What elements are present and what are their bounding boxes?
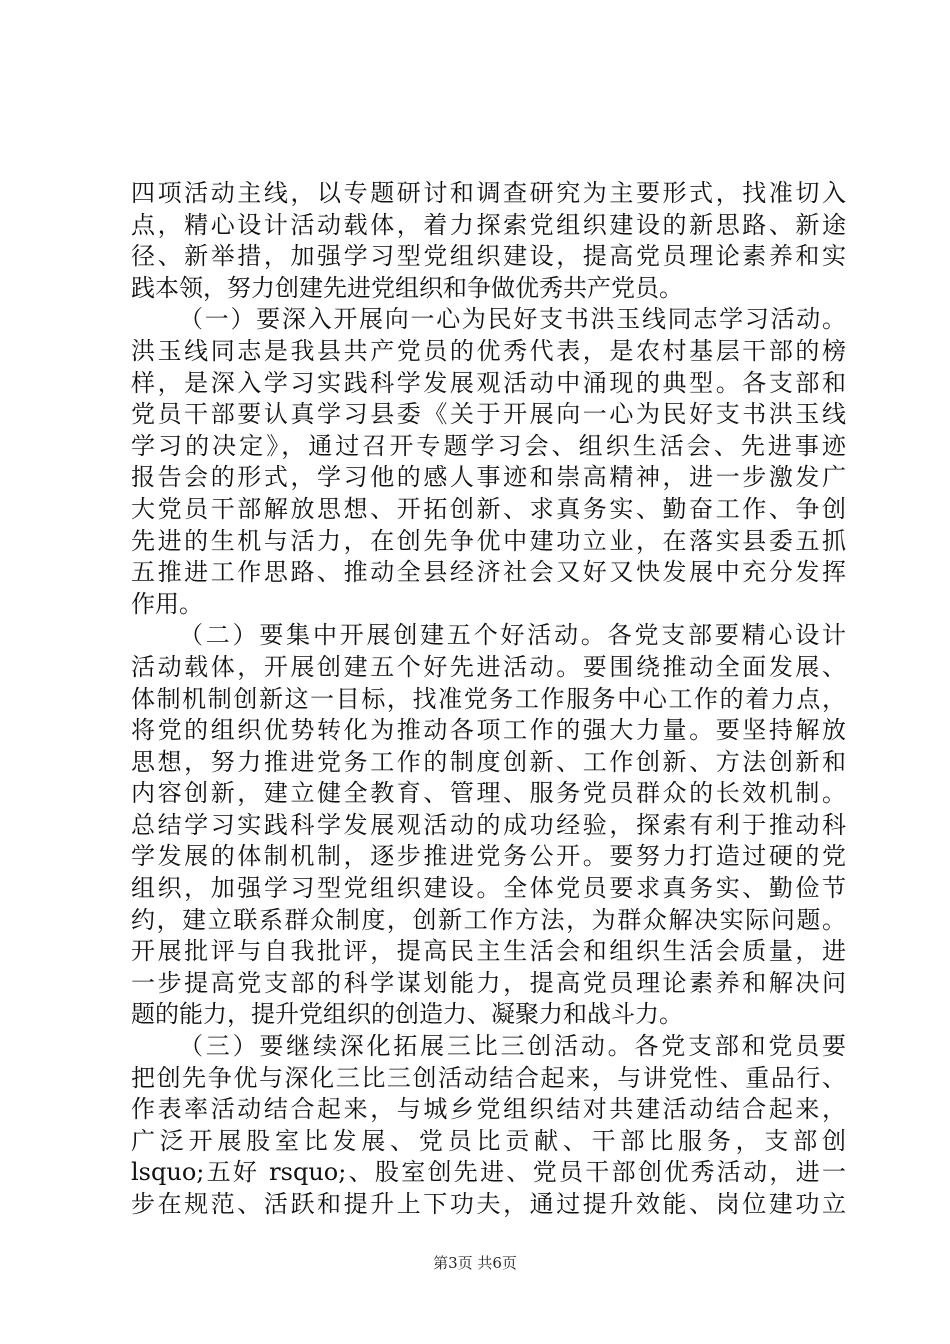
- text-line: 约，建立联系群众制度，创新工作方法，为群众解决实际问题。: [131, 905, 846, 934]
- text-line: 洪玉线同志是我县共产党员的优秀代表，是农村基层干部的榜: [131, 336, 846, 365]
- text-line: 党员干部要认真学习县委《关于开展向一心为民好支书洪玉线: [131, 400, 846, 429]
- text-line: 开展批评与自我批评，提高民主生活会和组织生活会质量，进: [131, 937, 846, 966]
- text-line: 五推进工作思路、推动全县经济社会又好又快发展中充分发挥: [131, 558, 846, 587]
- text-line: 内容创新，建立健全教育、管理、服务党员群众的长效机制。: [131, 779, 846, 808]
- text-line: 把创先争优与深化三比三创活动结合起来，与讲党性、重品行、: [131, 1063, 846, 1092]
- text-line: 活动载体，开展创建五个好先进活动。要围绕推动全面发展、: [131, 652, 846, 681]
- text-line: 广泛开展股室比发展、党员比贡献、干部比服务，支部创: [131, 1126, 846, 1155]
- text-line: 作表率活动结合起来，与城乡党组织结对共建活动结合起来，: [131, 1095, 846, 1124]
- text-line: （一）要深入开展向一心为民好支书洪玉线同志学习活动。: [179, 305, 846, 334]
- page-footer: [0, 1252, 950, 1273]
- text-line: 点，精心设计活动载体，着力探索党组织建设的新思路、新途: [131, 210, 846, 239]
- text-line: lsquo;五好 rsquo;、股室创先进、党员干部创优秀活动，进一: [131, 1158, 846, 1187]
- text-line: 报告会的形式，学习他的感人事迹和崇高精神，进一步激发广: [131, 463, 846, 492]
- text-line: 先进的生机与活力，在创先争优中建功立业，在落实县委五抓: [131, 526, 846, 555]
- paragraph: [131, 620, 846, 1031]
- paragraph: [131, 178, 846, 304]
- text-line: 总结学习实践科学发展观活动的成功经验，探索有利于推动科: [131, 810, 846, 839]
- page-number: 第3页 共6页: [433, 1254, 517, 1272]
- document-body: [131, 178, 846, 1221]
- text-line: 样，是深入学习实践科学发展观活动中涌现的典型。各支部和: [131, 368, 846, 397]
- text-line: 体制机制创新这一目标，找准党务工作服务中心工作的着力点，: [131, 684, 846, 713]
- text-line: 将党的组织优势转化为推动各项工作的强大力量。要坚持解放: [131, 716, 846, 745]
- text-line: 步在规范、活跃和提升上下功夫，通过提升效能、岗位建功立: [131, 1190, 846, 1218]
- text-line: 径、新举措，加强学习型党组织建设，提高党员理论素养和实: [131, 242, 846, 271]
- text-line: 一步提高党支部的科学谋划能力，提高党员理论素养和解决问: [131, 968, 846, 997]
- text-line: 组织，加强学习型党组织建设。全体党员要求真务实、勤俭节: [131, 874, 846, 903]
- text-line: 学发展的体制机制，逐步推进党务公开。要努力打造过硬的党: [131, 842, 846, 871]
- text-line: 大党员干部解放思想、开拓创新、求真务实、勤奋工作、争创: [131, 494, 846, 523]
- text-line: （二）要集中开展创建五个好活动。各党支部要精心设计: [179, 621, 846, 650]
- paragraph: [131, 304, 846, 620]
- paragraph: [131, 1031, 846, 1221]
- text-line: 题的能力，提升党组织的创造力、凝聚力和战斗力。: [131, 1000, 683, 1029]
- text-line: 作用。: [131, 589, 203, 618]
- text-line: 思想，努力推进党务工作的制度创新、工作创新、方法创新和: [131, 747, 846, 776]
- text-line: 践本领，努力创建先进党组织和争做优秀共产党员。: [131, 273, 683, 302]
- text-line: （三）要继续深化拓展三比三创活动。各党支部和党员要: [179, 1032, 846, 1061]
- text-line: 四项活动主线，以专题研讨和调查研究为主要形式，找准切入: [131, 179, 846, 207]
- text-line: 学习的决定》，通过召开专题学习会、组织生活会、先进事迹: [131, 431, 846, 460]
